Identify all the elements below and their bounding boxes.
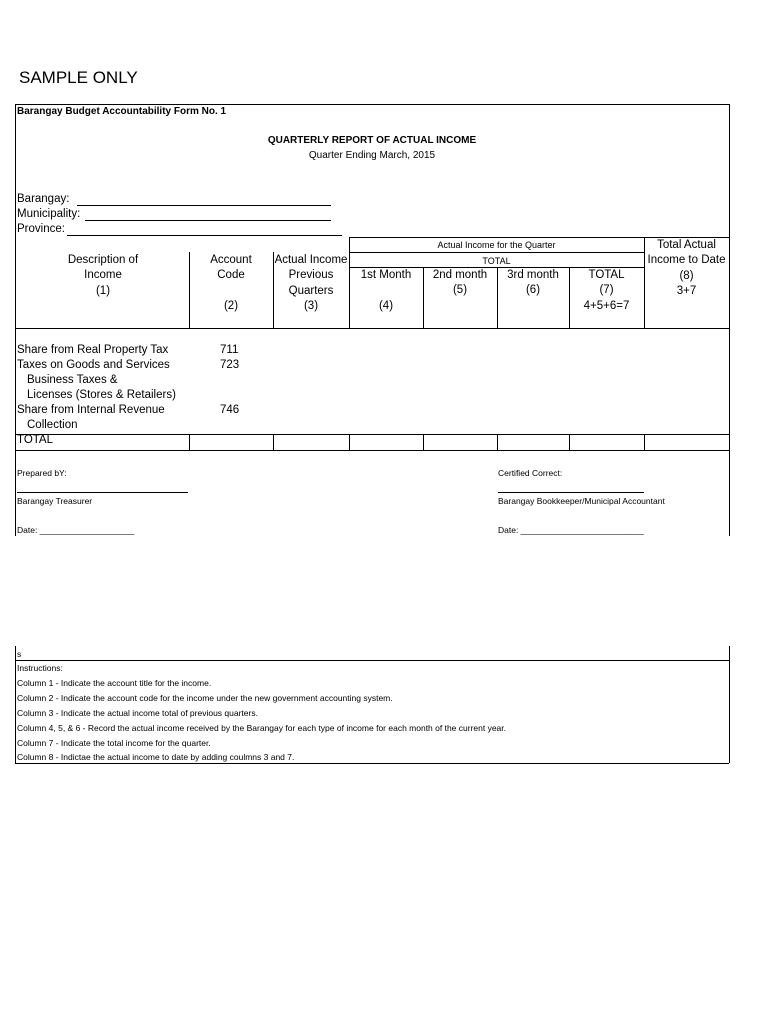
table-row-code: 746 (220, 404, 240, 416)
bookkeeper-signature-line[interactable] (498, 492, 644, 493)
form-top-border (15, 104, 729, 105)
certified-correct-label: Certified Correct: (498, 468, 563, 478)
prepared-by-label: Prepared bY: (17, 468, 67, 478)
province-field[interactable] (67, 235, 342, 236)
instruction-line: Column 1 - Indicate the account title for the income. (17, 678, 212, 688)
group-title: Actual Income for the Quarter (437, 240, 556, 250)
header-account-code: Account Code (2) (210, 254, 252, 312)
form-number: Barangay Budget Accountability Form No. 1 (17, 106, 227, 117)
sample-only-label: SAMPLE ONLY (19, 68, 138, 87)
header-month-2: 2nd month (5) (432, 269, 488, 297)
report-title: QUARTERLY REPORT OF ACTUAL INCOME (267, 135, 477, 146)
municipality-label: Municipality: (17, 208, 81, 220)
instruction-line: Column 8 - Indictae the actual income to date by adding coulmns 3 and 7. (17, 752, 295, 762)
total-divider-5 (497, 434, 498, 450)
instruction-line: Column 2 - Indicate the account code for the income under the new government accounting system. (17, 693, 393, 703)
total-divider-6 (569, 434, 570, 450)
instructions-bottom-border (15, 763, 729, 764)
table-row-description: Licenses (Stores & Retailers) (27, 389, 176, 401)
total-divider-1 (189, 434, 190, 450)
date-left: Date: ____________________ (17, 525, 135, 535)
form-right-border (729, 104, 730, 536)
table-row-code: 711 (220, 344, 239, 356)
treasurer-title: Barangay Treasurer (17, 496, 93, 506)
province-label: Province: (17, 223, 65, 235)
total-row-label: TOTAL (17, 434, 53, 446)
municipality-field[interactable] (85, 220, 331, 221)
table-row-code: 723 (220, 359, 240, 371)
form-left-border (15, 104, 16, 536)
table-row-description: Share from Real Property Tax (17, 344, 169, 356)
instruction-line: Column 3 - Indicate the actual income total of previous quarters. (17, 708, 258, 718)
total-divider-4 (423, 434, 424, 450)
instructions-top-border (15, 660, 729, 661)
table-row-description: Collection (27, 419, 78, 431)
header-income-to-date: Total Actual Income to Date (8) 3+7 (647, 239, 726, 297)
table-row-description: Business Taxes & (27, 374, 118, 386)
instruction-line: Column 7 - Indicate the total income for the quarter. (17, 738, 211, 748)
barangay-field[interactable] (77, 205, 331, 206)
instructions-right-border (729, 646, 730, 763)
bookkeeper-title: Barangay Bookkeeper/Municipal Accountant (498, 496, 665, 506)
total-divider-2 (273, 434, 274, 450)
date-right: Date: __________________________ (498, 525, 644, 535)
total-row-bottom (15, 450, 729, 451)
header-bottom (15, 328, 729, 329)
header-month-3: 3rd month (6) (507, 269, 559, 297)
table-row-description: Share from Internal Revenue (17, 404, 165, 416)
barangay-label: Barangay: (17, 193, 70, 205)
header-previous-quarters: Actual Income Previous Quarters (3) (274, 254, 348, 312)
group-title-bottom (349, 252, 644, 253)
group-total: TOTAL (482, 256, 511, 266)
instructions-marker: s (17, 649, 22, 659)
instruction-line: Column 4, 5, & 6 - Record the actual income received by the Barangay for each type of income for each month of the current year. (17, 723, 507, 733)
total-divider-7 (644, 434, 645, 450)
header-description: Description of Income (1) (67, 254, 139, 297)
total-row-top (15, 434, 729, 435)
table-row-description: Taxes on Goods and Services (17, 359, 170, 371)
treasurer-signature-line[interactable] (17, 492, 188, 493)
instructions-title: Instructions: (17, 663, 63, 673)
quarter-ending: Quarter Ending March, 2015 (308, 150, 436, 161)
header-quarter-total: TOTAL (7) 4+5+6=7 (583, 269, 630, 312)
total-divider-3 (349, 434, 350, 450)
instructions-left-border (15, 646, 16, 763)
header-month-1: 1st Month (4) (360, 269, 412, 312)
